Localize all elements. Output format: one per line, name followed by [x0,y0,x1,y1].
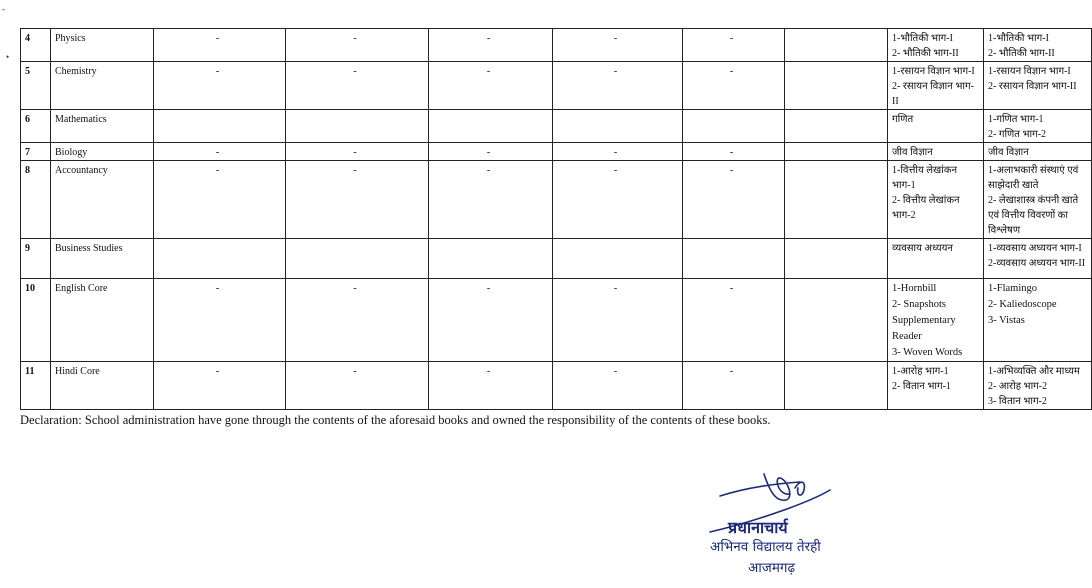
dash-mark: - [353,283,357,294]
book-title: जीव विज्ञान [892,147,933,158]
empty-class-cell [429,143,553,161]
blank-cell [785,110,888,143]
class-12-books-cell [984,143,1092,161]
dash-mark: - [215,165,220,176]
table-row [21,161,1092,239]
dash-mark: - [353,165,357,176]
class-12-books-cell [984,161,1092,239]
table-row [21,62,1092,110]
empty-class-cell [553,110,683,143]
table-row [21,362,1092,410]
book-title: 2- आरोह भाग-2 [988,381,1048,392]
book-title: 2- रसायन विज्ञान भाग-II [988,81,1077,92]
empty-class-cell [553,239,683,279]
empty-class-cell [553,161,683,239]
dash-mark: - [613,366,618,377]
book-title: 2-व्यवसाय अध्ययन भाग-II [988,258,1086,269]
dash-mark: - [729,283,734,294]
class-12-books-cell [984,29,1092,62]
empty-class-cell [553,362,683,410]
stamp-place: आजमगढ़ [748,560,796,576]
empty-class-cell [154,29,286,62]
serial-number-cell: 11 [21,362,51,410]
blank-cell [785,161,888,239]
subject-name-cell: Chemistry [51,62,154,110]
dash-mark: - [613,283,618,294]
dash-mark: - [215,366,220,377]
blank-cell [785,279,888,362]
book-title: 1-आरोह भाग-1 [892,366,949,377]
book-title: 1-भौतिकी भाग-I [988,33,1049,44]
dash-mark: - [215,147,220,158]
dash-mark: - [729,165,734,176]
empty-class-cell [553,62,683,110]
blank-cell [785,62,888,110]
serial-number-cell: 6 [21,110,51,143]
dash-mark: - [215,66,220,77]
empty-class-cell [429,161,553,239]
empty-class-cell [429,279,553,362]
book-title: 2- रसायन विज्ञान भाग-II [892,81,974,107]
class-12-books-cell [984,239,1092,279]
serial-number-cell: 8 [21,161,51,239]
book-title: व्यवसाय अध्ययन [892,243,953,254]
principal-stamp [700,470,880,585]
empty-class-cell [683,362,785,410]
book-title: 1-गणित भाग-1 [988,114,1044,125]
blank-cell [785,362,888,410]
serial-number-cell: 9 [21,239,51,279]
empty-class-cell [154,110,286,143]
book-title: 3- Vistas [988,315,1025,326]
book-title: 1-व्यवसाय अध्ययन भाग-I [988,243,1082,254]
empty-class-cell [286,110,429,143]
dash-mark: - [486,283,491,294]
table-row [21,143,1092,161]
empty-class-cell [154,239,286,279]
empty-class-cell [154,161,286,239]
class-12-books-cell [984,279,1092,362]
empty-class-cell [154,143,286,161]
dash-mark: - [729,366,734,377]
book-title: जीव विज्ञान [988,147,1029,158]
empty-class-cell [683,279,785,362]
dash-mark: - [729,66,734,77]
dash-mark: - [613,66,618,77]
dash-mark: - [353,33,357,44]
table-row [21,279,1092,362]
empty-class-cell [429,62,553,110]
book-title: 2- Snapshots Supplementary Reader [892,299,956,342]
dash-mark: - [486,366,491,377]
book-title: 3- वितान भाग-2 [988,396,1047,407]
class-11-books-cell [888,161,984,239]
class-11-books-cell [888,29,984,62]
empty-class-cell [683,110,785,143]
class-11-books-cell [888,110,984,143]
table-row [21,110,1092,143]
class-11-books-cell [888,362,984,410]
class-11-books-cell [888,62,984,110]
dash-mark: - [353,147,357,158]
serial-number-cell: 10 [21,279,51,362]
serial-number-cell: 4 [21,29,51,62]
empty-class-cell [683,62,785,110]
empty-class-cell [553,143,683,161]
scan-mark: • [6,52,10,62]
table-row [21,29,1092,62]
dash-mark: - [215,283,220,294]
declaration-text: Declaration: School administration have gone through the contents of the aforesaid books and owned the responsibility of the contents of these books. [20,413,771,427]
book-title: 2- भौतिकी भाग-II [892,48,959,59]
stamp-school-name: अभिनव विद्यालय तेरही [710,539,821,555]
dash-mark: - [613,33,618,44]
blank-cell [785,239,888,279]
book-title: 2- Kaliedoscope [988,299,1057,310]
empty-class-cell [286,161,429,239]
serial-number-cell: 7 [21,143,51,161]
book-title: 2- वितान भाग-1 [892,381,951,392]
dash-mark: - [486,147,491,158]
empty-class-cell [429,110,553,143]
empty-class-cell [683,29,785,62]
class-11-books-cell [888,279,984,362]
subject-name-cell: Physics [51,29,154,62]
empty-class-cell [154,362,286,410]
book-title: 2- लेखाशास्त्र कंपनी खाते एवं वित्तीय विवरणों का विश्लेषण [988,195,1079,236]
dash-mark: - [613,165,618,176]
blank-cell [785,29,888,62]
book-title: 1-रसायन विज्ञान भाग-I [892,66,975,77]
dash-mark: - [729,147,734,158]
dash-mark: - [353,66,357,77]
stamp-title: प्रधानाचार्य [728,518,788,537]
dash-mark: - [486,33,491,44]
book-title: गणित [892,114,914,125]
subject-name-cell: Accountancy [51,161,154,239]
empty-class-cell [683,143,785,161]
empty-class-cell [286,279,429,362]
book-title: 1-अलाभकारी संस्थाएं एवं साझेदारी खाते [988,165,1079,191]
dash-mark: - [215,33,220,44]
empty-class-cell [429,362,553,410]
book-title: 1-Hornbill [892,283,937,294]
blank-cell [785,143,888,161]
subject-name-cell: Hindi Core [51,362,154,410]
empty-class-cell [286,143,429,161]
subject-name-cell: Biology [51,143,154,161]
book-title: 2- भौतिकी भाग-II [988,48,1055,59]
subject-name-cell: Business Studies [51,239,154,279]
empty-class-cell [154,62,286,110]
book-title: 1-Flamingo [988,283,1037,294]
serial-number-cell: 5 [21,62,51,110]
book-title: 1-वित्तीय लेखांकन भाग-1 [892,165,958,191]
empty-class-cell [429,239,553,279]
dash-mark: - [729,33,734,44]
empty-class-cell [286,239,429,279]
dash-mark: - [613,147,618,158]
empty-class-cell [286,362,429,410]
dash-mark: - [486,165,491,176]
scan-mark: ‑ [2,4,5,14]
empty-class-cell [286,62,429,110]
subject-name-cell: Mathematics [51,110,154,143]
empty-class-cell [286,29,429,62]
book-title: 3- Woven Words [892,347,963,358]
class-11-books-cell [888,143,984,161]
empty-class-cell [553,29,683,62]
empty-class-cell [553,279,683,362]
empty-class-cell [683,161,785,239]
book-title: 2- गणित भाग-2 [988,129,1047,140]
book-title: 1-भौतिकी भाग-I [892,33,953,44]
book-title: 1-रसायन विज्ञान भाग-I [988,66,1071,77]
class-11-books-cell [888,239,984,279]
class-12-books-cell [984,62,1092,110]
class-12-books-cell [984,362,1092,410]
book-title: 2- वित्तीय लेखांकन भाग-2 [892,195,960,221]
empty-class-cell [154,279,286,362]
table-row [21,239,1092,279]
empty-class-cell [683,239,785,279]
dash-mark: - [353,366,357,377]
subject-name-cell: English Core [51,279,154,362]
class-12-books-cell [984,110,1092,143]
book-title: 1-अभिव्यक्ति और माध्यम [988,366,1080,377]
empty-class-cell [429,29,553,62]
dash-mark: - [486,66,491,77]
textbook-table [20,28,1092,410]
